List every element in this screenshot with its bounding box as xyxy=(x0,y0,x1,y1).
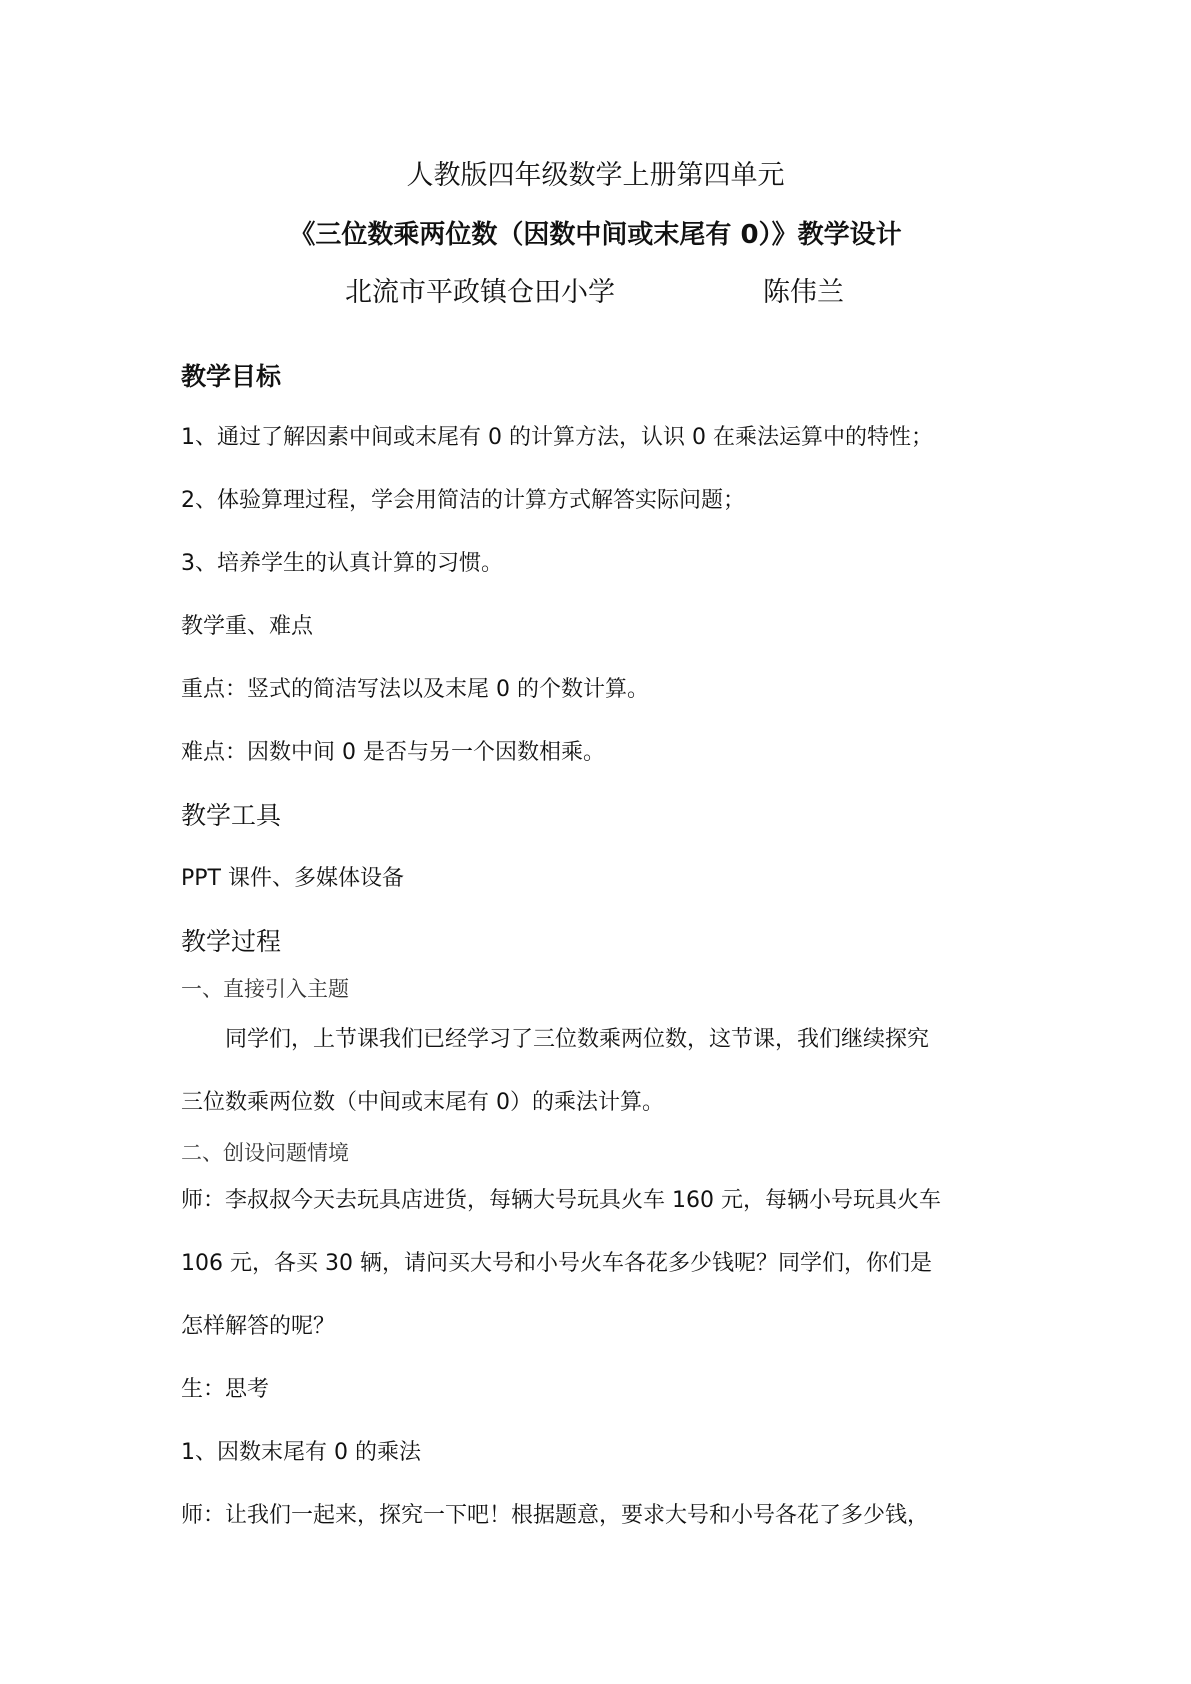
sub1-heading: 1、因数末尾有 0 的乘法 xyxy=(181,1440,421,1465)
teacher-line: 师：让我们一起来，探究一下吧！根据题意，要求大号和小号各花了多少钱， xyxy=(181,1503,930,1528)
part2-line3: 怎样解答的呢？ xyxy=(181,1314,336,1339)
school-name: 北流市平政镇仓田小学 xyxy=(345,277,615,308)
author-name: 陈伟兰 xyxy=(763,277,844,308)
part1-line1: 同学们，上节课我们已经学习了三位数乘两位数，这节课，我们继续探究 xyxy=(225,1027,930,1052)
part1-heading: 一、直接引入主题 xyxy=(181,977,349,1001)
process-heading: 教学过程 xyxy=(181,927,282,956)
difficult-point: 难点：因数中间 0 是否与另一个因数相乘。 xyxy=(181,740,605,765)
tools-text: PPT 课件、多媒体设备 xyxy=(181,866,404,891)
tools-heading: 教学工具 xyxy=(181,801,282,830)
part2-line1: 师：李叔叔今天去玩具店进货，每辆大号玩具火车 160 元，每辆小号玩具火车 xyxy=(181,1188,941,1213)
goal-item-3: 3、培养学生的认真计算的习惯。 xyxy=(181,551,503,576)
goal-item-1: 1、通过了解因素中间或末尾有 0 的计算方法，认识 0 在乘法运算中的特性； xyxy=(181,425,933,450)
part1-line2: 三位数乘两位数（中间或末尾有 0）的乘法计算。 xyxy=(181,1090,664,1115)
part2-line2: 106 元，各买 30 辆，请问买大号和小号火车各花多少钱呢？同学们，你们是 xyxy=(181,1251,932,1276)
key-point: 重点：竖式的简洁写法以及末尾 0 的个数计算。 xyxy=(181,677,649,702)
part2-heading: 二、创设问题情境 xyxy=(181,1141,349,1165)
goals-heading: 教学目标 xyxy=(181,362,282,391)
student-response: 生：思考 xyxy=(181,1377,270,1402)
keypoints-heading: 教学重、难点 xyxy=(181,614,314,639)
goal-item-2: 2、体验算理过程，学会用简洁的计算方式解答实际问题； xyxy=(181,488,745,513)
document-title-line2: 《三位数乘两位数（因数中间或末尾有 0）》教学设计 xyxy=(289,220,902,250)
document-title-line1: 人教版四年级数学上册第四单元 xyxy=(406,160,785,191)
